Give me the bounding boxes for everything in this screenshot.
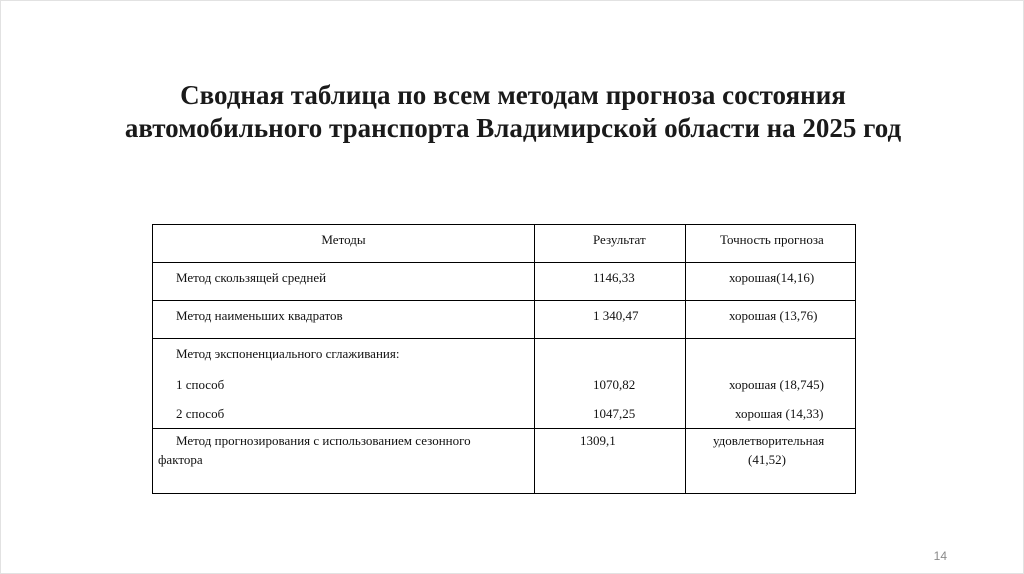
slide-title-line-2: автомобильного транспорта Владимирской области на 2025 год <box>124 113 902 143</box>
page-number: 14 <box>933 549 947 563</box>
column-header-accuracy: Точность прогноза <box>686 225 856 263</box>
method-text-line-2: фактора <box>158 452 203 467</box>
method-cell <box>153 339 535 429</box>
sub-method-label: 1 способ <box>176 377 225 392</box>
method-cell: Метод наименьших квадратов <box>153 301 535 339</box>
method-cell: Метод скользящей средней <box>153 263 535 301</box>
sub-accuracy-value: хорошая (14,33) <box>735 406 824 421</box>
slide-title-line-1: Сводная таблица по всем методам прогноза состояния <box>180 80 846 110</box>
sub-accuracy-value: хорошая (18,745) <box>729 377 824 392</box>
accuracy-cell: хорошая (13,76) <box>686 301 856 339</box>
table-row <box>153 263 856 301</box>
result-cell: 1 340,47 <box>535 301 686 339</box>
forecast-summary-table <box>152 224 856 494</box>
result-cell: 1309,1 <box>535 429 686 494</box>
result-cell <box>535 339 686 429</box>
method-group-label: Метод экспоненциального сглаживания: <box>176 346 400 361</box>
sub-result-value: 1070,82 <box>593 377 636 392</box>
accuracy-cell <box>686 429 856 494</box>
result-cell: 1146,33 <box>535 263 686 301</box>
accuracy-cell: хорошая(14,16) <box>686 263 856 301</box>
accuracy-text-line-2: (41,52) <box>748 452 786 467</box>
column-header-result: Результат <box>535 225 686 263</box>
table-row <box>153 339 856 429</box>
slide-title <box>41 79 985 145</box>
sub-method-label: 2 способ <box>176 406 225 421</box>
method-text-line-1: Метод прогнозирования с использованием сезонного <box>176 433 471 448</box>
column-header-methods: Методы <box>153 225 535 263</box>
accuracy-cell <box>686 339 856 429</box>
accuracy-text-line-1: удовлетворительная <box>713 433 825 448</box>
table-row <box>153 429 856 494</box>
table-row <box>153 301 856 339</box>
method-cell <box>153 429 535 494</box>
table-header-row <box>153 225 856 263</box>
sub-result-value: 1047,25 <box>593 406 636 421</box>
